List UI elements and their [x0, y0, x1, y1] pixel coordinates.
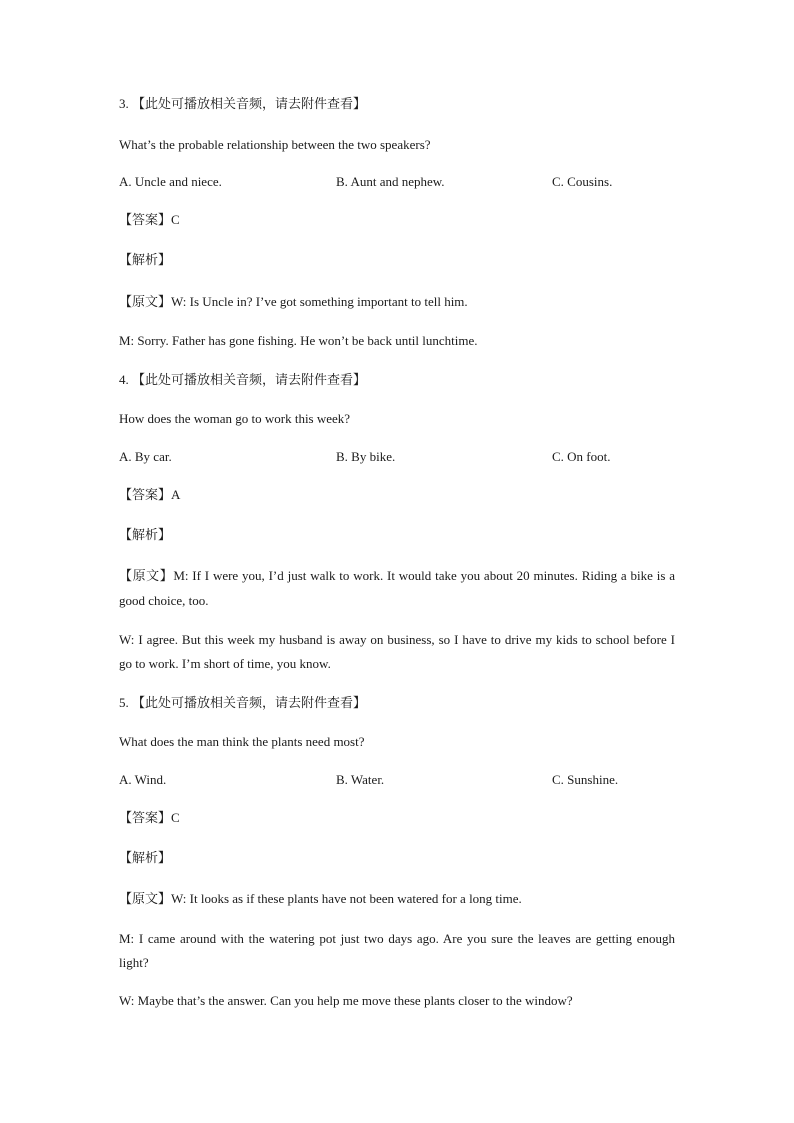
question-3-answer: [119, 208, 675, 233]
answer-label: 【答案】: [119, 811, 172, 826]
question-4-analysis-label: 【解析】: [119, 528, 172, 543]
question-5-options: [119, 768, 675, 792]
answer-label: 【答案】: [119, 488, 172, 503]
question-3-header: [119, 92, 675, 117]
question-3-text: What’s the probable relationship between the two speakers?: [119, 137, 431, 152]
question-4-header: [119, 368, 675, 393]
question-3-analysis-label: 【解析】: [119, 253, 172, 268]
option-c: C. Cousins.: [552, 174, 613, 189]
audio-note: 【此处可播放相关音频，请去附件查看】: [132, 97, 367, 112]
transcript-label: 【原文】: [119, 892, 172, 907]
question-3-transcript-line-2: M: Sorry. Father has gone fishing. He won’t be back until lunchtime.: [119, 333, 478, 348]
answer-value: C: [171, 212, 180, 227]
question-4-transcript-para-2: W: I agree. But this week my husband is away on business, so I have to drive my kids to school before I go to work. I’m short of time, you know.: [119, 632, 675, 671]
question-3-options: [119, 170, 675, 194]
transcript-label: 【原文】: [119, 295, 172, 310]
question-number: 4.: [119, 372, 129, 387]
audio-note: 【此处可播放相关音频，请去附件查看】: [132, 373, 367, 388]
transcript-text: W: Is Uncle in? I’ve got something important to tell him.: [171, 294, 468, 309]
transcript-text: W: It looks as if these plants have not been watered for a long time.: [171, 891, 522, 906]
transcript-text: M: If I were you, I’d just walk to work. It would take you about 20 minutes. Riding a bike is a good choice, too.: [119, 568, 675, 608]
option-b: B. By bike.: [336, 449, 396, 464]
question-5-transcript-line-3: W: Maybe that’s the answer. Can you help me move these plants closer to the window?: [119, 993, 573, 1008]
question-5-transcript-line-1: [119, 887, 675, 912]
answer-value: A: [171, 487, 181, 502]
question-5-answer: [119, 806, 675, 831]
option-a: A. Wind.: [119, 772, 167, 787]
question-5-transcript-para-2: M: I came around with the watering pot just two days ago. Are you sure the leaves are getting enough light?: [119, 931, 675, 970]
option-b: B. Aunt and nephew.: [336, 174, 445, 189]
audio-note: 【此处可播放相关音频，请去附件查看】: [132, 696, 367, 711]
question-5-analysis-label: 【解析】: [119, 851, 172, 866]
question-5-header: [119, 691, 675, 716]
option-a: A. By car.: [119, 449, 172, 464]
question-3-transcript-line-1: [119, 290, 675, 315]
answer-label: 【答案】: [119, 213, 172, 228]
option-c: C. On foot.: [552, 449, 611, 464]
question-4-options: [119, 445, 675, 469]
option-b: B. Water.: [336, 772, 385, 787]
option-c: C. Sunshine.: [552, 772, 619, 787]
question-4-text: How does the woman go to work this week?: [119, 411, 351, 426]
question-number: 3.: [119, 96, 129, 111]
question-4-answer: [119, 483, 675, 508]
question-5-text: What does the man think the plants need most?: [119, 734, 365, 749]
transcript-label: 【原文】: [119, 569, 174, 584]
answer-value: C: [171, 810, 180, 825]
question-number: 5.: [119, 695, 129, 710]
option-a: A. Uncle and niece.: [119, 174, 222, 189]
question-4-transcript-para-1: [119, 564, 675, 613]
